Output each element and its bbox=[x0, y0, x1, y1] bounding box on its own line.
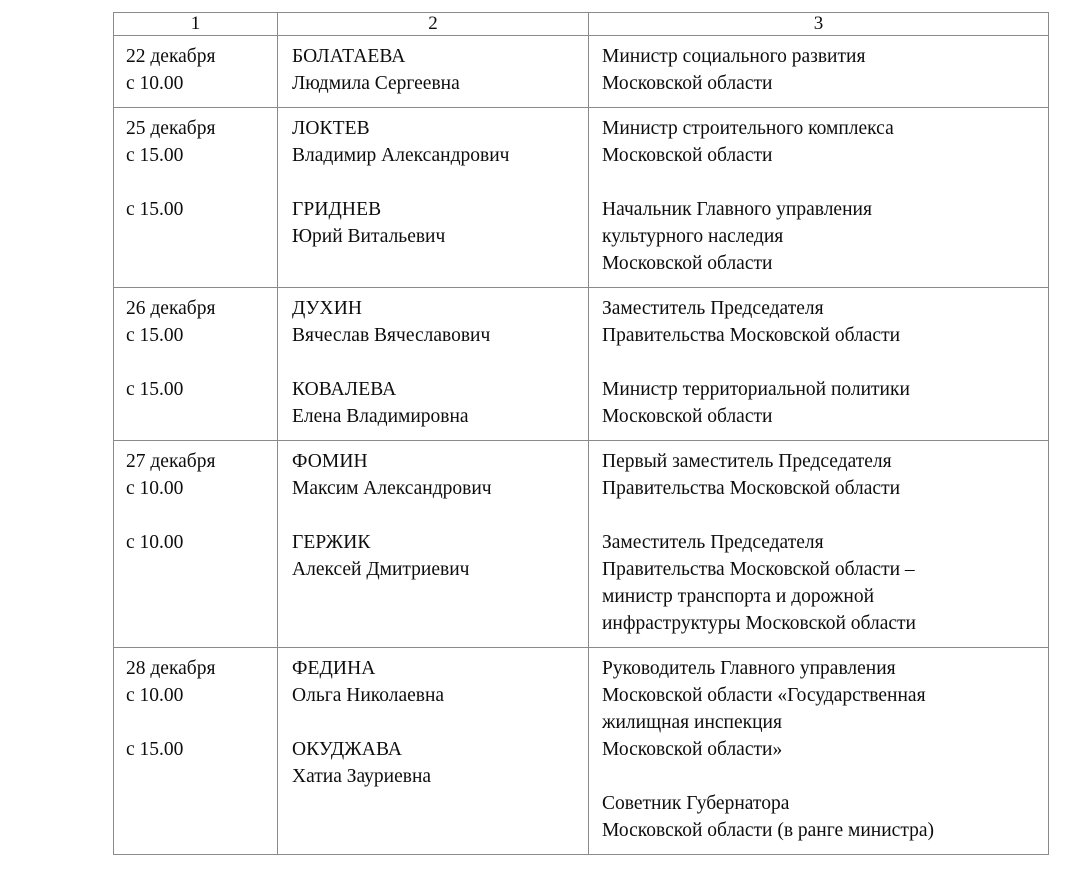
position-entry bbox=[602, 655, 1038, 763]
schedule-date-cell bbox=[114, 288, 278, 441]
position-line: Правительства Московской области – bbox=[602, 559, 915, 580]
reception-time: с 10.00 bbox=[126, 532, 184, 553]
position-line: Московской области bbox=[602, 406, 773, 427]
official-entry bbox=[292, 376, 578, 430]
date-entry bbox=[126, 376, 267, 403]
position-line: Первый заместитель Председателя bbox=[602, 451, 892, 472]
official-surname: КОВАЛЕВА bbox=[292, 379, 397, 400]
position-line: Советник Губернатора bbox=[602, 793, 790, 814]
position-entry bbox=[602, 790, 1038, 844]
official-surname: ГЕРЖИК bbox=[292, 532, 371, 553]
official-surname: ФЕДИНА bbox=[292, 658, 376, 679]
reception-time: с 10.00 bbox=[126, 73, 184, 94]
official-name-cell bbox=[278, 648, 589, 855]
date-entry bbox=[126, 448, 267, 502]
reception-date: 28 декабря bbox=[126, 658, 216, 679]
date-cell-content bbox=[114, 108, 277, 233]
date-entry bbox=[126, 295, 267, 349]
reception-time: с 15.00 bbox=[126, 199, 184, 220]
reception-time: с 15.00 bbox=[126, 739, 184, 760]
position-line: Руководитель Главного управления bbox=[602, 658, 896, 679]
position-line: Правительства Московской области bbox=[602, 325, 901, 346]
date-cell-content bbox=[114, 36, 277, 107]
official-position-cell bbox=[589, 288, 1049, 441]
position-line: Правительства Московской области bbox=[602, 478, 901, 499]
position-entry bbox=[602, 295, 1038, 349]
date-entry bbox=[126, 196, 267, 223]
official-entry bbox=[292, 295, 578, 349]
official-entry bbox=[292, 529, 578, 583]
schedule-date-cell bbox=[114, 648, 278, 855]
name-cell-content bbox=[278, 441, 588, 593]
position-line: Министр социального развития bbox=[602, 46, 866, 67]
official-surname: ДУХИН bbox=[292, 298, 363, 319]
reception-date: 25 декабря bbox=[126, 118, 216, 139]
date-cell-content bbox=[114, 648, 277, 773]
reception-time: с 15.00 bbox=[126, 145, 184, 166]
table-row bbox=[114, 288, 1049, 441]
reception-date: 22 декабря bbox=[126, 46, 216, 67]
table-header bbox=[114, 13, 1049, 36]
official-surname: ГРИДНЕВ bbox=[292, 199, 382, 220]
official-given-name: Елена Владимировна bbox=[292, 406, 469, 427]
schedule-date-cell bbox=[114, 108, 278, 288]
reception-date: 26 декабря bbox=[126, 298, 216, 319]
position-line: Московской области» bbox=[602, 739, 783, 760]
official-entry bbox=[292, 43, 578, 97]
position-line: жилищная инспекция bbox=[602, 712, 782, 733]
official-position-cell bbox=[589, 108, 1049, 288]
date-cell-content bbox=[114, 441, 277, 566]
position-entry bbox=[602, 196, 1038, 277]
official-given-name: Вячеслав Вячеславович bbox=[292, 325, 491, 346]
position-line: Московской области bbox=[602, 73, 773, 94]
reception-time: с 15.00 bbox=[126, 379, 184, 400]
position-line: Министр строительного комплекса bbox=[602, 118, 894, 139]
official-surname: ФОМИН bbox=[292, 451, 368, 472]
reception-schedule-table bbox=[113, 12, 1049, 855]
official-given-name: Ольга Николаевна bbox=[292, 685, 445, 706]
column-header-1: 1 bbox=[114, 13, 278, 36]
official-position-cell bbox=[589, 36, 1049, 108]
name-cell-content bbox=[278, 648, 588, 800]
table-header-row bbox=[114, 13, 1049, 36]
position-line: Заместитель Председателя bbox=[602, 298, 824, 319]
official-entry bbox=[292, 196, 578, 250]
position-entry bbox=[602, 529, 1038, 637]
position-entry bbox=[602, 115, 1038, 169]
date-cell-content bbox=[114, 288, 277, 413]
position-line: Заместитель Председателя bbox=[602, 532, 824, 553]
date-entry bbox=[126, 529, 267, 556]
name-cell-content bbox=[278, 288, 588, 440]
position-line: культурного наследия bbox=[602, 226, 784, 247]
position-cell-content bbox=[589, 441, 1048, 647]
official-entry bbox=[292, 655, 578, 709]
reception-time: с 10.00 bbox=[126, 685, 184, 706]
official-position-cell bbox=[589, 648, 1049, 855]
date-entry bbox=[126, 43, 267, 97]
official-entry bbox=[292, 448, 578, 502]
position-cell-content bbox=[589, 288, 1048, 440]
position-line: Московской области bbox=[602, 145, 773, 166]
position-entry bbox=[602, 43, 1038, 97]
position-line: инфраструктуры Московской области bbox=[602, 613, 916, 634]
date-entry bbox=[126, 655, 267, 709]
name-cell-content bbox=[278, 36, 588, 107]
position-cell-content bbox=[589, 648, 1048, 854]
official-name-cell bbox=[278, 36, 589, 108]
official-given-name: Владимир Александрович bbox=[292, 145, 510, 166]
table-row bbox=[114, 441, 1049, 648]
official-name-cell bbox=[278, 441, 589, 648]
position-line: Московской области «Государственная bbox=[602, 685, 926, 706]
official-surname: ОКУДЖАВА bbox=[292, 739, 403, 760]
official-surname: БОЛАТАЕВА bbox=[292, 46, 406, 67]
position-line: Московской области (в ранге министра) bbox=[602, 820, 934, 841]
position-line: министр транспорта и дорожной bbox=[602, 586, 875, 607]
position-cell-content bbox=[589, 108, 1048, 287]
date-entry bbox=[126, 115, 267, 169]
reception-time: с 15.00 bbox=[126, 325, 184, 346]
official-surname: ЛОКТЕВ bbox=[292, 118, 370, 139]
position-cell-content bbox=[589, 36, 1048, 107]
column-header-3: 3 bbox=[589, 13, 1049, 36]
table-row bbox=[114, 108, 1049, 288]
date-entry bbox=[126, 736, 267, 763]
official-position-cell bbox=[589, 441, 1049, 648]
position-line: Московской области bbox=[602, 253, 773, 274]
name-cell-content bbox=[278, 108, 588, 260]
reception-time: с 10.00 bbox=[126, 478, 184, 499]
schedule-date-cell bbox=[114, 36, 278, 108]
reception-date: 27 декабря bbox=[126, 451, 216, 472]
official-given-name: Максим Александрович bbox=[292, 478, 492, 499]
table-row bbox=[114, 648, 1049, 855]
table-body bbox=[114, 36, 1049, 855]
official-name-cell bbox=[278, 108, 589, 288]
schedule-date-cell bbox=[114, 441, 278, 648]
column-header-2: 2 bbox=[278, 13, 589, 36]
official-given-name: Юрий Витальевич bbox=[292, 226, 446, 247]
position-entry bbox=[602, 448, 1038, 502]
official-name-cell bbox=[278, 288, 589, 441]
position-line: Начальник Главного управления bbox=[602, 199, 872, 220]
table-row bbox=[114, 36, 1049, 108]
official-given-name: Хатиа Зауриевна bbox=[292, 766, 432, 787]
official-entry bbox=[292, 115, 578, 169]
official-entry bbox=[292, 736, 578, 790]
official-given-name: Алексей Дмитриевич bbox=[292, 559, 470, 580]
official-given-name: Людмила Сергеевна bbox=[292, 73, 460, 94]
position-entry bbox=[602, 376, 1038, 430]
position-line: Министр территориальной политики bbox=[602, 379, 910, 400]
